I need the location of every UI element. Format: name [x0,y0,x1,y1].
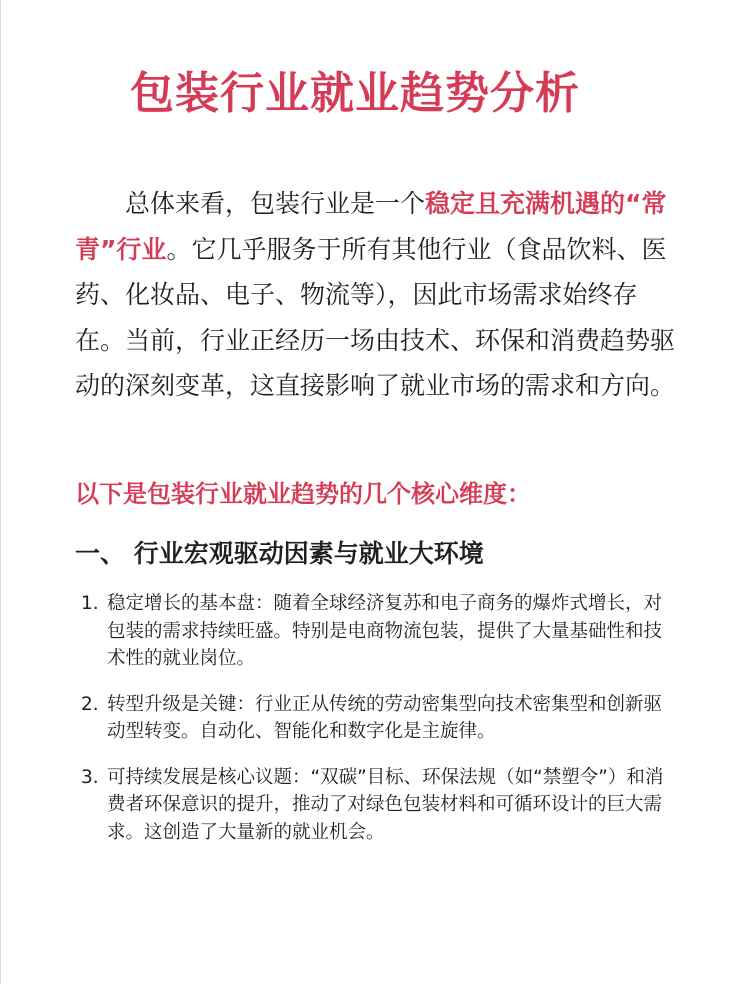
section-heading: 一、 行业宏观驱动因素与就业大环境 [75,539,484,568]
list-item-number: 3. [81,766,99,788]
page-title: 包装行业就业趋势分析 [130,68,580,119]
list-item-text: 稳定增长的基本盘：随着全球经济复苏和电子商务的爆炸式增长，对包装的需求持续旺盛。特别是电商物流包装，提供了大量基础性和技术性的就业岗位。 [107,593,663,669]
list-item [75,691,675,746]
driver-list [75,590,675,846]
list-item-text: 转型升级是关键：行业正从传统的劳动密集型向技术密集型和创新驱动型转变。自动化、智能化和数字化是主旋律。 [107,693,663,742]
intro-highlight: 稳定且充满机遇的“常青”行业 [75,189,667,264]
intro-text-before: 总体来看，包装行业是一个 [125,189,426,218]
intro-text-after: 。它几乎服务于所有其他行业（食品饮料、医药、化妆品、电子、物流等），因此市场需求始终存在。当前，行业正经历一场由技术、环保和消费趋势驱动的深刻变革，这直接影响了就业市场的需求和方向。 [75,234,676,400]
list-item-text: 可持续发展是核心议题：“双碳”目标、环保法规（如“禁塑令”）和消费者环保意识的提升，推动了对绿色包装材料和可循环设计的巨大需求。这创造了大量新的就业机会。 [107,766,664,843]
intro-paragraph [75,181,675,409]
list-item [75,590,675,673]
list-item-number: 1. [81,593,99,614]
list-item-number: 2. [81,693,99,715]
core-dimensions-heading: 以下是包装行业就业趋势的几个核心维度： [75,480,531,508]
list-item [75,764,675,847]
